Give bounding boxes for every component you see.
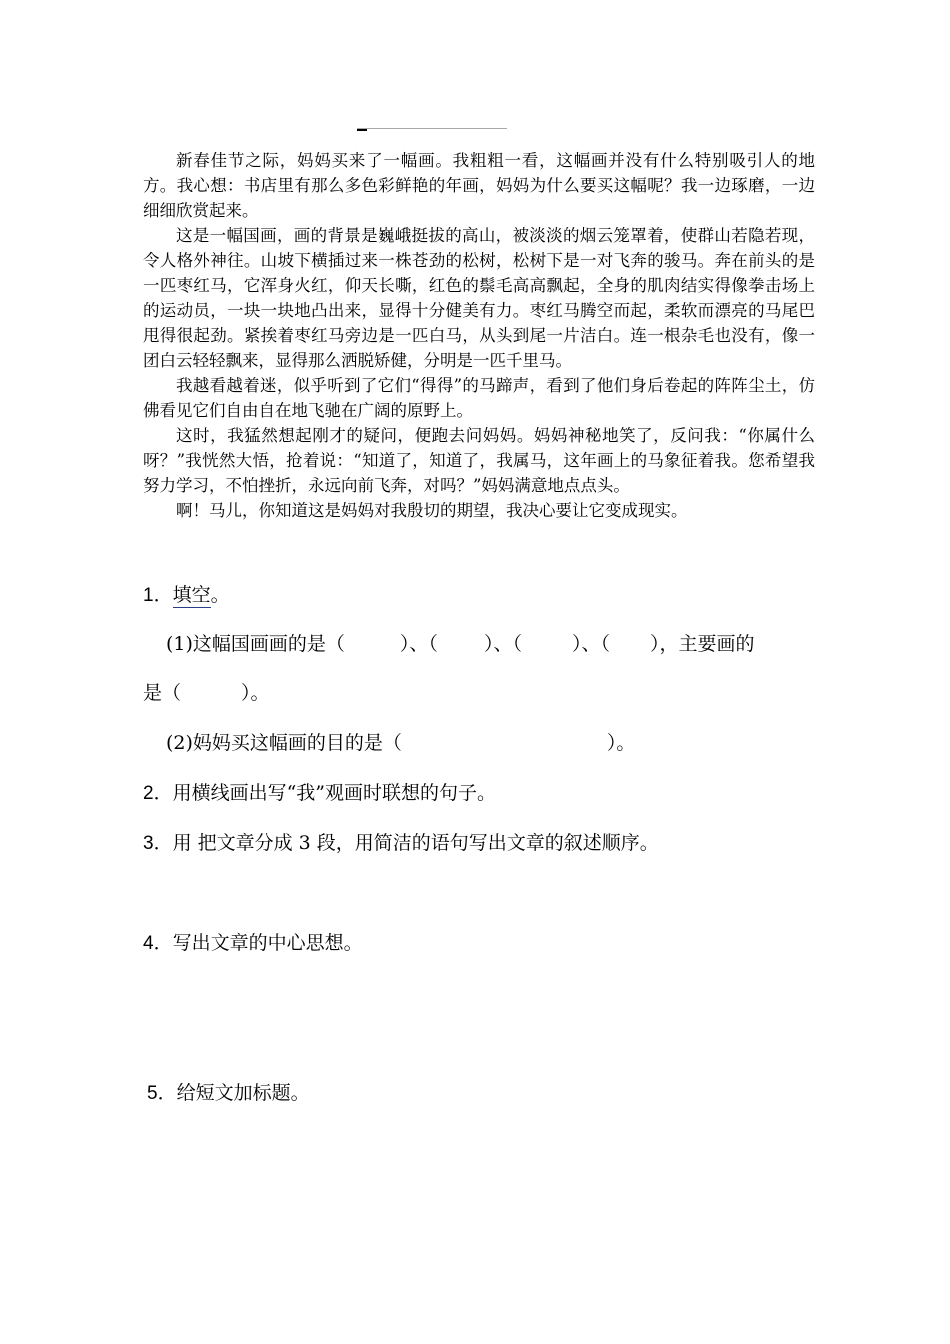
q1-1-part-e: ），主要画的 (649, 633, 755, 655)
q1-1-part-g: ）。 (241, 682, 270, 704)
q1-2-part-a: (2)妈妈买这幅画的目的是（ (166, 732, 402, 754)
title-underline (357, 128, 507, 129)
q1-1-part-a: (1)这幅国画画的是（ (166, 633, 345, 655)
question-1-end: 。 (210, 584, 230, 606)
question-number: 2． (143, 783, 173, 804)
paragraph-3: 我越看越着迷，似乎听到了它们“得得”的马蹄声，看到了他们身后卷起的阵阵尘土，仿佛看见它们自由自在地飞驰在广阔的原野上。 (143, 376, 815, 420)
question-1-text: 填空 (172, 584, 211, 606)
reading-passage (143, 148, 815, 523)
paragraph-2: 这是一幅国画，画的背景是巍峨挺拔的高山，被淡淡的烟云笼罩着，使群山若隐若现，令人格外神往。山坡下横插过来一株苍劲的松树，松树下是一对飞奔的骏马。奔在前头的是一匹枣红马，它浑身火红，仰天长嘶，红色的鬃毛高高飘起，全身的肌肉结实得像拳击场上的运动员，一块一块地凸出来，显得十分健美有力。枣红马腾空而起，柔软而漂亮的马尾巴甩得很起劲。紧挨着枣红马旁边是一匹白马，从头到尾一片洁白。连一根杂毛也没有，像一团白云轻轻飘来，显得那么洒脱矫健，分明是一匹千里马。 (143, 226, 815, 370)
question-1-1 (166, 631, 754, 657)
question-4 (143, 930, 363, 957)
paragraph-4: 这时，我猛然想起刚才的疑问，便跑去问妈妈。妈妈神秘地笑了，反问我：“你属什么呀？”我恍然大悟，抢着说：“知道了，知道了，我属马，这年画上的马象征着我。您希望我努力学习，不怕挫折，永远向前飞奔，对吗？”妈妈满意地点点头。 (143, 426, 815, 495)
q1-1-part-b: ）、（ (399, 633, 438, 655)
q1-2-part-b: ）。 (606, 732, 636, 754)
q1-1-part-d: ）、（ (571, 633, 610, 655)
question-number: 4． (143, 933, 173, 954)
question-2-text: 用横线画出写“我”观画时联想的句子。 (172, 782, 497, 804)
question-3 (143, 830, 659, 857)
paragraph-1: 新春佳节之际，妈妈买来了一幅画。我粗粗一看，这幅画并没有什么特别吸引人的地方。我心想：书店里有那么多色彩鲜艳的年画，妈妈为什么要买这幅呢？我一边琢磨，一边细细欣赏起来。 (143, 151, 815, 220)
question-1 (143, 582, 230, 609)
title-mark (357, 129, 367, 131)
question-2 (143, 780, 496, 807)
question-1-2 (166, 730, 635, 756)
question-5 (147, 1080, 310, 1107)
question-4-text: 写出文章的中心思想。 (172, 932, 363, 954)
question-5-text: 给短文加标题。 (176, 1082, 310, 1104)
question-number: 1． (143, 585, 173, 606)
question-number: 3． (143, 833, 173, 854)
question-1-1-continued (143, 680, 270, 706)
paragraph-5: 啊！马儿，你知道这是妈妈对我殷切的期望，我决心要让它变成现实。 (176, 501, 688, 520)
question-number: 5． (147, 1083, 177, 1104)
question-3-text: 用 把文章分成 3 段，用简洁的语句写出文章的叙述顺序。 (172, 832, 659, 854)
q1-1-part-f: 是（ (143, 682, 182, 704)
q1-1-part-c: ）、（ (483, 633, 522, 655)
